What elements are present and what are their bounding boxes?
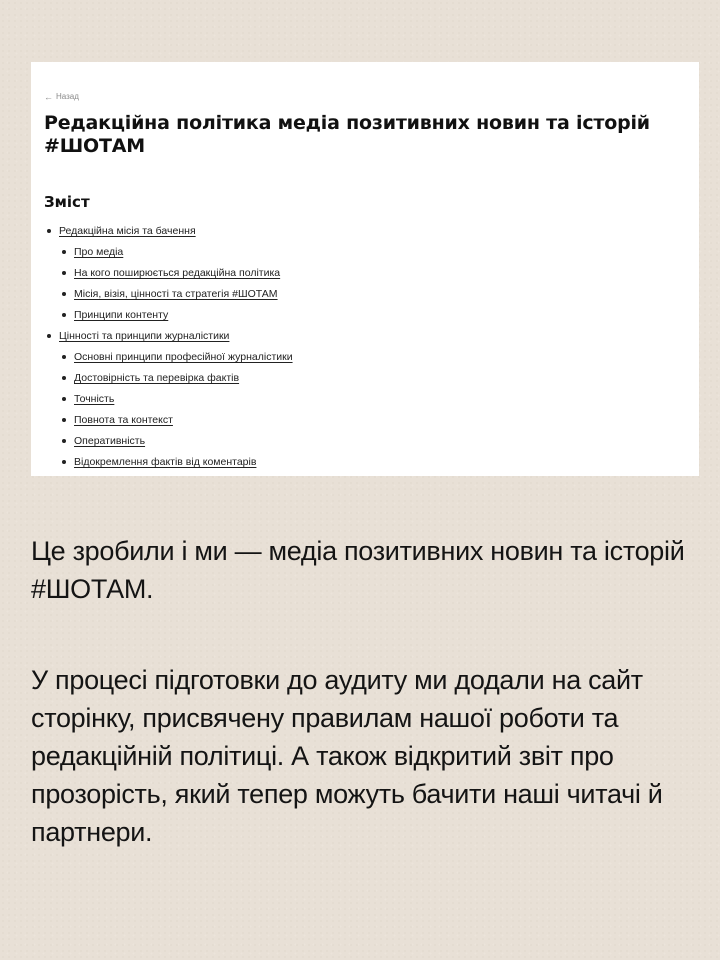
bullet-icon (62, 271, 66, 275)
toc-link[interactable]: Місія, візія, цінності та стратегія #ШОТАМ (74, 288, 278, 300)
toc-link[interactable]: Точність (74, 393, 115, 405)
toc-item (44, 330, 293, 351)
toc-link[interactable]: Принципи контенту (74, 309, 169, 321)
bullet-icon (62, 292, 66, 296)
toc-item (44, 414, 293, 435)
bullet-icon (62, 460, 66, 464)
body-paragraph-1: Це зробили і ми — медіа позитивних новин та історій #ШОТАМ. (31, 536, 685, 604)
toc-item (44, 456, 293, 476)
bullet-icon (62, 439, 66, 443)
toc-link[interactable]: Відокремлення фактів від коментарів (74, 456, 257, 468)
body-paragraph-2: У процесі підготовки до аудиту ми додали на сайт сторінку, присвячену правилам нашої роботи та редакційній політиці. А також відкритий звіт про прозорість, який тепер можуть бачити наші читачі й партнери. (31, 665, 663, 847)
bullet-icon (47, 334, 51, 338)
toc-link[interactable]: Оперативність (74, 435, 146, 447)
toc-item (44, 246, 293, 267)
bullet-icon (62, 418, 66, 422)
toc-item (44, 393, 293, 414)
bullet-icon (62, 250, 66, 254)
bullet-icon (47, 229, 51, 233)
toc-link[interactable]: Основні принципи професійної журналістики (74, 351, 293, 363)
toc-item (44, 309, 293, 330)
page-title: Редакційна політика медіа позитивних новин та історій #ШОТАМ (44, 112, 650, 157)
toc-item (44, 435, 293, 456)
bullet-icon (62, 355, 66, 359)
toc-link[interactable]: Достовірність та перевірка фактів (74, 372, 240, 384)
toc-item (44, 351, 293, 372)
bullet-icon (62, 397, 66, 401)
toc-item (44, 288, 293, 309)
bullet-icon (62, 313, 66, 317)
toc-link[interactable]: Про медіа (74, 246, 124, 258)
toc-item (44, 372, 293, 393)
toc-link[interactable]: Редакційна місія та бачення (59, 225, 196, 237)
toc-item (44, 267, 293, 288)
back-link[interactable] (44, 92, 79, 101)
toc-heading: Зміст (44, 193, 90, 211)
toc-item (44, 225, 293, 246)
toc-link[interactable]: Повнота та контекст (74, 414, 173, 426)
editorial-policy-screenshot (31, 62, 699, 476)
arrow-left-icon: ← (44, 91, 53, 102)
toc-link[interactable]: Цінності та принципи журналістики (59, 330, 230, 342)
table-of-contents (44, 225, 293, 476)
toc-link[interactable]: На кого поширюється редакційна політика (74, 267, 281, 279)
back-link-label: Назад (56, 92, 79, 101)
bullet-icon (62, 376, 66, 380)
